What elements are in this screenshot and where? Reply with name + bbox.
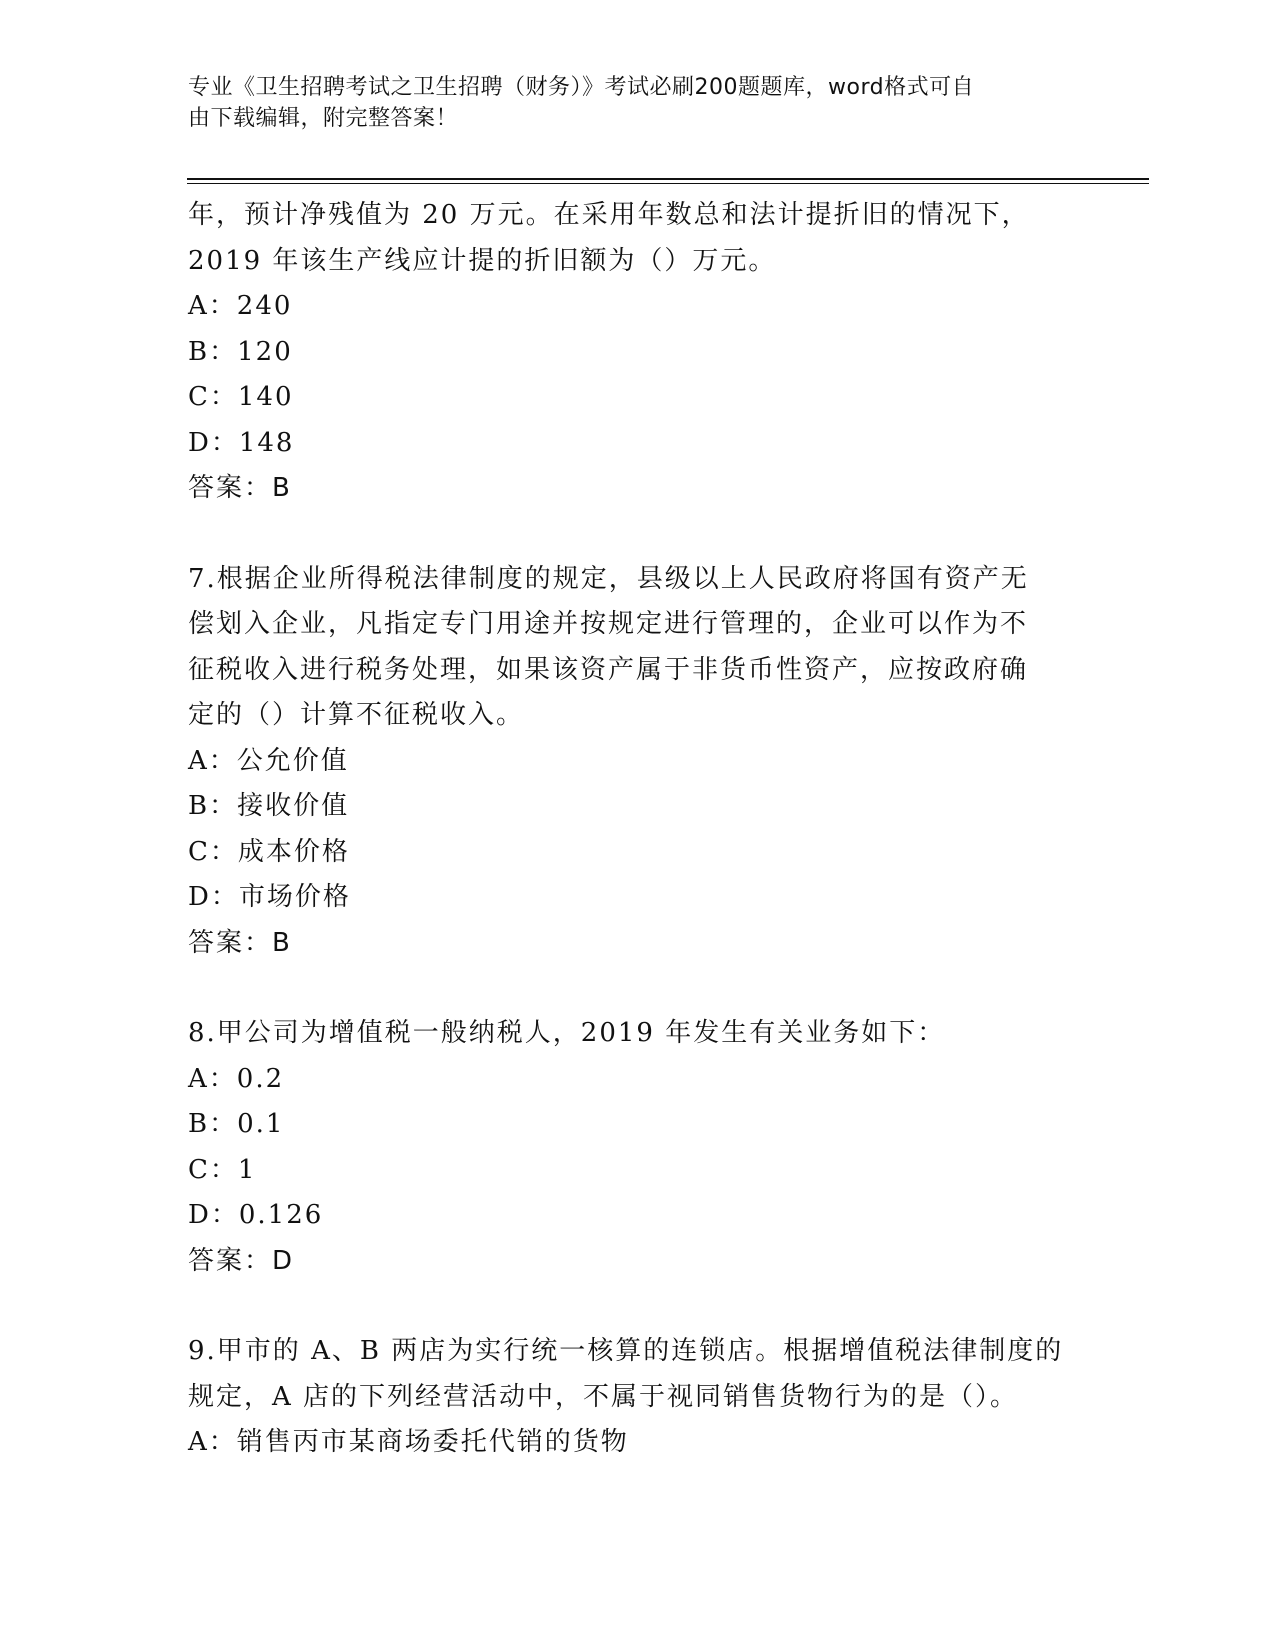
option-a: A：240 (188, 291, 293, 321)
question-stem-line: 定的（）计算不征税收入。 (188, 700, 525, 730)
option-a: A：销售丙市某商场委托代销的货物 (188, 1427, 629, 1457)
document-header (188, 72, 1068, 134)
question-stem-line: 7.根据企业所得税法律制度的规定，县级以上人民政府将国有资产无 (188, 563, 1029, 594)
question-8 (188, 1011, 1088, 1284)
header-rule-thick (187, 178, 1149, 180)
question-6 (188, 193, 1088, 512)
option-d: D：市场价格 (188, 882, 351, 912)
question-list (188, 193, 1088, 1466)
question-stem-line: 征税收入进行税务处理，如果该资产属于非货币性资产，应按政府确 (188, 654, 1029, 685)
answer: 答案：B (188, 927, 292, 958)
option-b: B：接收价值 (188, 791, 350, 821)
question-stem-line: 8.甲公司为增值税一般纳税人，2019 年发生有关业务如下： (188, 1018, 946, 1048)
option-a: A：0.2 (188, 1063, 285, 1094)
question-9 (188, 1329, 1088, 1466)
question-7 (188, 557, 1088, 967)
option-b: B：0.1 (188, 1109, 285, 1139)
question-stem-line: 2019 年该生产线应计提的折旧额为（）万元。 (188, 245, 777, 276)
header-line-2: 由下载编辑，附完整答案！ (188, 106, 459, 131)
option-b: B：120 (188, 336, 293, 367)
option-c: C：1 (188, 1154, 257, 1185)
option-d: D：0.126 (188, 1200, 324, 1230)
header-line-1: 专业《卫生招聘考试之卫生招聘（财务）》考试必刷200题题库，word格式可自 (188, 75, 975, 100)
question-stem-line: 规定，A 店的下列经营活动中，不属于视同销售货物行为的是（）。 (188, 1381, 1019, 1412)
question-stem-line: 偿划入企业，凡指定专门用途并按规定进行管理的，企业可以作为不 (188, 609, 1029, 639)
question-stem-line: 年，预计净残值为 20 万元。在采用年数总和法计提折旧的情况下， (188, 200, 1030, 230)
header-rule-thin (187, 183, 1149, 184)
answer: 答案：B (188, 473, 292, 503)
option-c: C：140 (188, 382, 294, 412)
option-c: C：成本价格 (188, 836, 350, 867)
question-stem-line: 9.甲市的 A、B 两店为实行统一核算的连锁店。根据增值税法律制度的 (188, 1336, 1064, 1366)
answer: 答案：D (188, 1245, 295, 1276)
option-a: A：公允价值 (188, 745, 349, 776)
option-d: D：148 (188, 427, 295, 458)
